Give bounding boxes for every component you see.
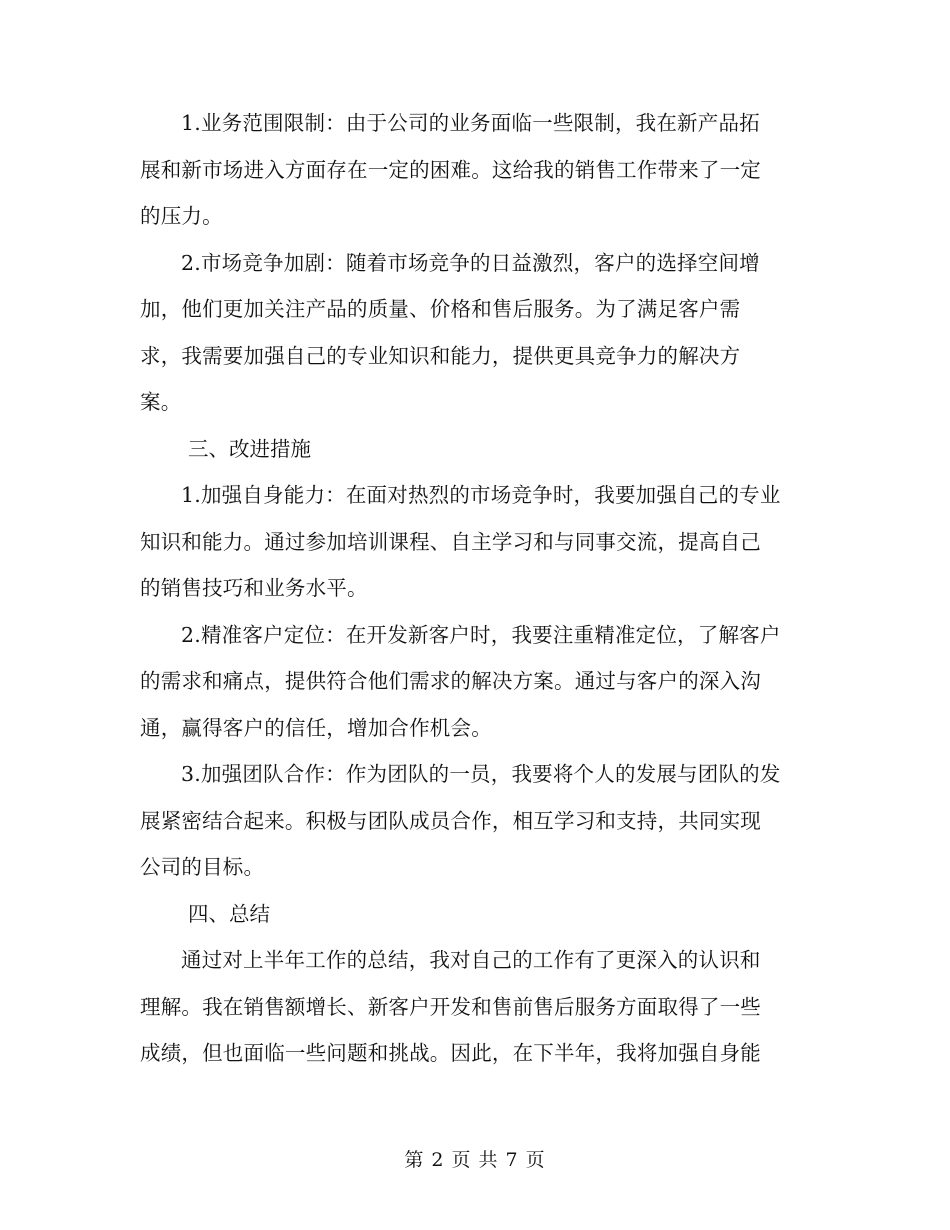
text-line: 1.加强自身能力：在面对热烈的市场竞争时，我要加强自己的专业: [181, 483, 781, 507]
text-line: 的销售技巧和业务水平。: [140, 576, 368, 600]
paragraph-market-competition: [140, 240, 820, 426]
paragraph-summary: [140, 937, 820, 1077]
document-body: [140, 100, 820, 1077]
text-line: 公司的目标。: [140, 855, 265, 879]
text-line: 展和新市场进入方面存在一定的困难。这给我的销售工作带来了一定: [140, 157, 761, 182]
paragraph-teamwork: [140, 751, 820, 891]
section-heading-summary: 四、总结: [188, 901, 270, 926]
text-line: 知识和能力。通过参加培训课程、自主学习和与同事交流，提高自己: [140, 529, 761, 554]
text-line: 通，赢得客户的信任，增加合作机会。: [140, 715, 492, 740]
text-line: 理解。我在销售额增长、新客户开发和售前售后服务方面取得了一些: [140, 994, 761, 1019]
text-line: 展紧密结合起来。积极与团队成员合作，相互学习和支持，共同实现: [140, 808, 761, 833]
text-line: 2.市场竞争加剧：随着市场竞争的日益激烈，客户的选择空间增: [181, 250, 760, 275]
text-line: 的需求和痛点，提供符合他们需求的解决方案。通过与客户的深入沟: [140, 669, 761, 693]
text-line: 的压力。: [140, 204, 223, 228]
paragraph-customer-positioning: [140, 612, 820, 752]
paragraph-business-scope: [140, 100, 820, 240]
text-line: 1.业务范围限制：由于公司的业务面临一些限制，我在新产品拓: [181, 111, 760, 135]
text-line: 加，他们更加关注产品的质量、价格和售后服务。为了满足客户需: [140, 297, 741, 321]
text-line: 成绩，但也面临一些问题和挑战。因此，在下半年，我将加强自身能: [140, 1041, 761, 1065]
section-heading-improvements: 三、改进措施: [188, 436, 311, 461]
text-line: 案。: [140, 390, 182, 414]
text-line: 3.加强团队合作：作为团队的一员，我要将个人的发展与团队的发: [181, 762, 781, 786]
text-line: 2.精准客户定位：在开发新客户时，我要注重精准定位，了解客户: [181, 622, 781, 647]
text-line: 通过对上半年工作的总结，我对自己的工作有了更深入的认识和: [181, 948, 761, 972]
text-line: 求，我需要加强自己的专业知识和能力，提供更具竞争力的解决方: [140, 343, 741, 368]
paragraph-self-ability: [140, 472, 820, 612]
page-number-footer: 第 2 页 共 7 页: [404, 1149, 546, 1171]
